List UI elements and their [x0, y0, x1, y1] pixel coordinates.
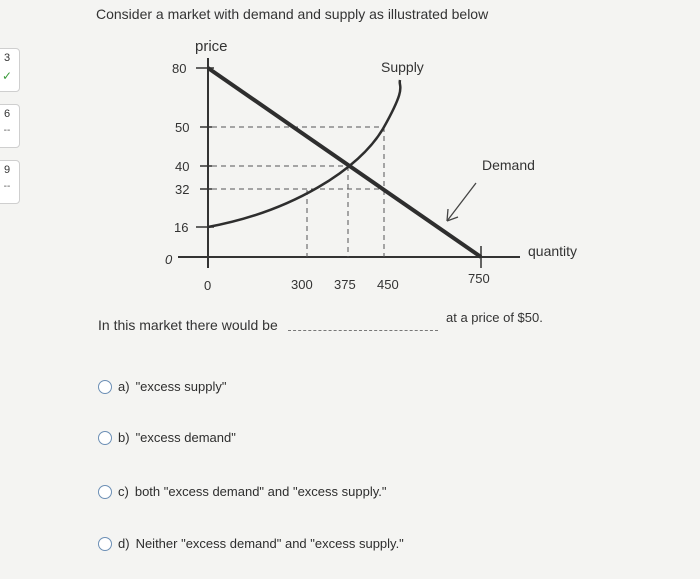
y-tick-label-32: 32	[175, 182, 190, 197]
x-tick-label-750: 750	[468, 271, 490, 286]
option-d[interactable]	[98, 536, 404, 551]
x-tick-label-0: 0	[204, 278, 212, 293]
y-tick-label-40: 40	[175, 159, 190, 174]
y-axis-label: price	[195, 38, 228, 55]
x-tick-label-450: 450	[377, 277, 399, 292]
question-tab-number: 3	[3, 52, 11, 64]
unanswered-mark: --	[3, 125, 11, 136]
option-c[interactable]	[98, 484, 386, 499]
option-a[interactable]	[98, 379, 226, 394]
answer-blank	[288, 330, 438, 331]
question-prompt-tail: at a price of $50.	[446, 310, 543, 325]
x-tick-label-375: 375	[334, 277, 356, 292]
checkmark-icon: ✓	[1, 69, 13, 83]
y-tick-label-80: 80	[172, 61, 187, 76]
option-text: "excess demand"	[135, 430, 236, 445]
option-letter: b)	[118, 430, 130, 445]
option-letter: d)	[118, 536, 130, 551]
option-letter: c)	[118, 484, 129, 499]
option-text: "excess supply"	[135, 379, 227, 394]
origin-label-0: 0	[165, 252, 173, 267]
radio-button-icon[interactable]	[98, 537, 112, 551]
x-tick-label-300: 300	[291, 277, 313, 292]
option-b[interactable]	[98, 430, 236, 445]
supply-curve	[208, 80, 400, 227]
question-tab-number: 9	[3, 164, 11, 176]
demand-line	[208, 68, 481, 257]
option-text: Neither "excess demand" and "excess supply."	[135, 536, 404, 551]
radio-button-icon[interactable]	[98, 485, 112, 499]
radio-button-icon[interactable]	[98, 380, 112, 394]
unanswered-mark: --	[3, 181, 11, 192]
y-tick-label-50: 50	[175, 120, 190, 135]
option-text: both "excess demand" and "excess supply."	[134, 484, 387, 499]
option-letter: a)	[118, 379, 130, 394]
question-tab-number: 6	[3, 108, 11, 120]
demand-pointer-arrow	[447, 183, 476, 221]
supply-label: Supply	[381, 59, 424, 75]
question-title: Consider a market with demand and supply as illustrated below	[96, 6, 489, 22]
x-axis-label: quantity	[528, 243, 578, 259]
question-prompt: In this market there would be	[98, 317, 278, 333]
y-tick-label-16: 16	[174, 220, 189, 235]
radio-button-icon[interactable]	[98, 431, 112, 445]
demand-label: Demand	[482, 157, 535, 173]
